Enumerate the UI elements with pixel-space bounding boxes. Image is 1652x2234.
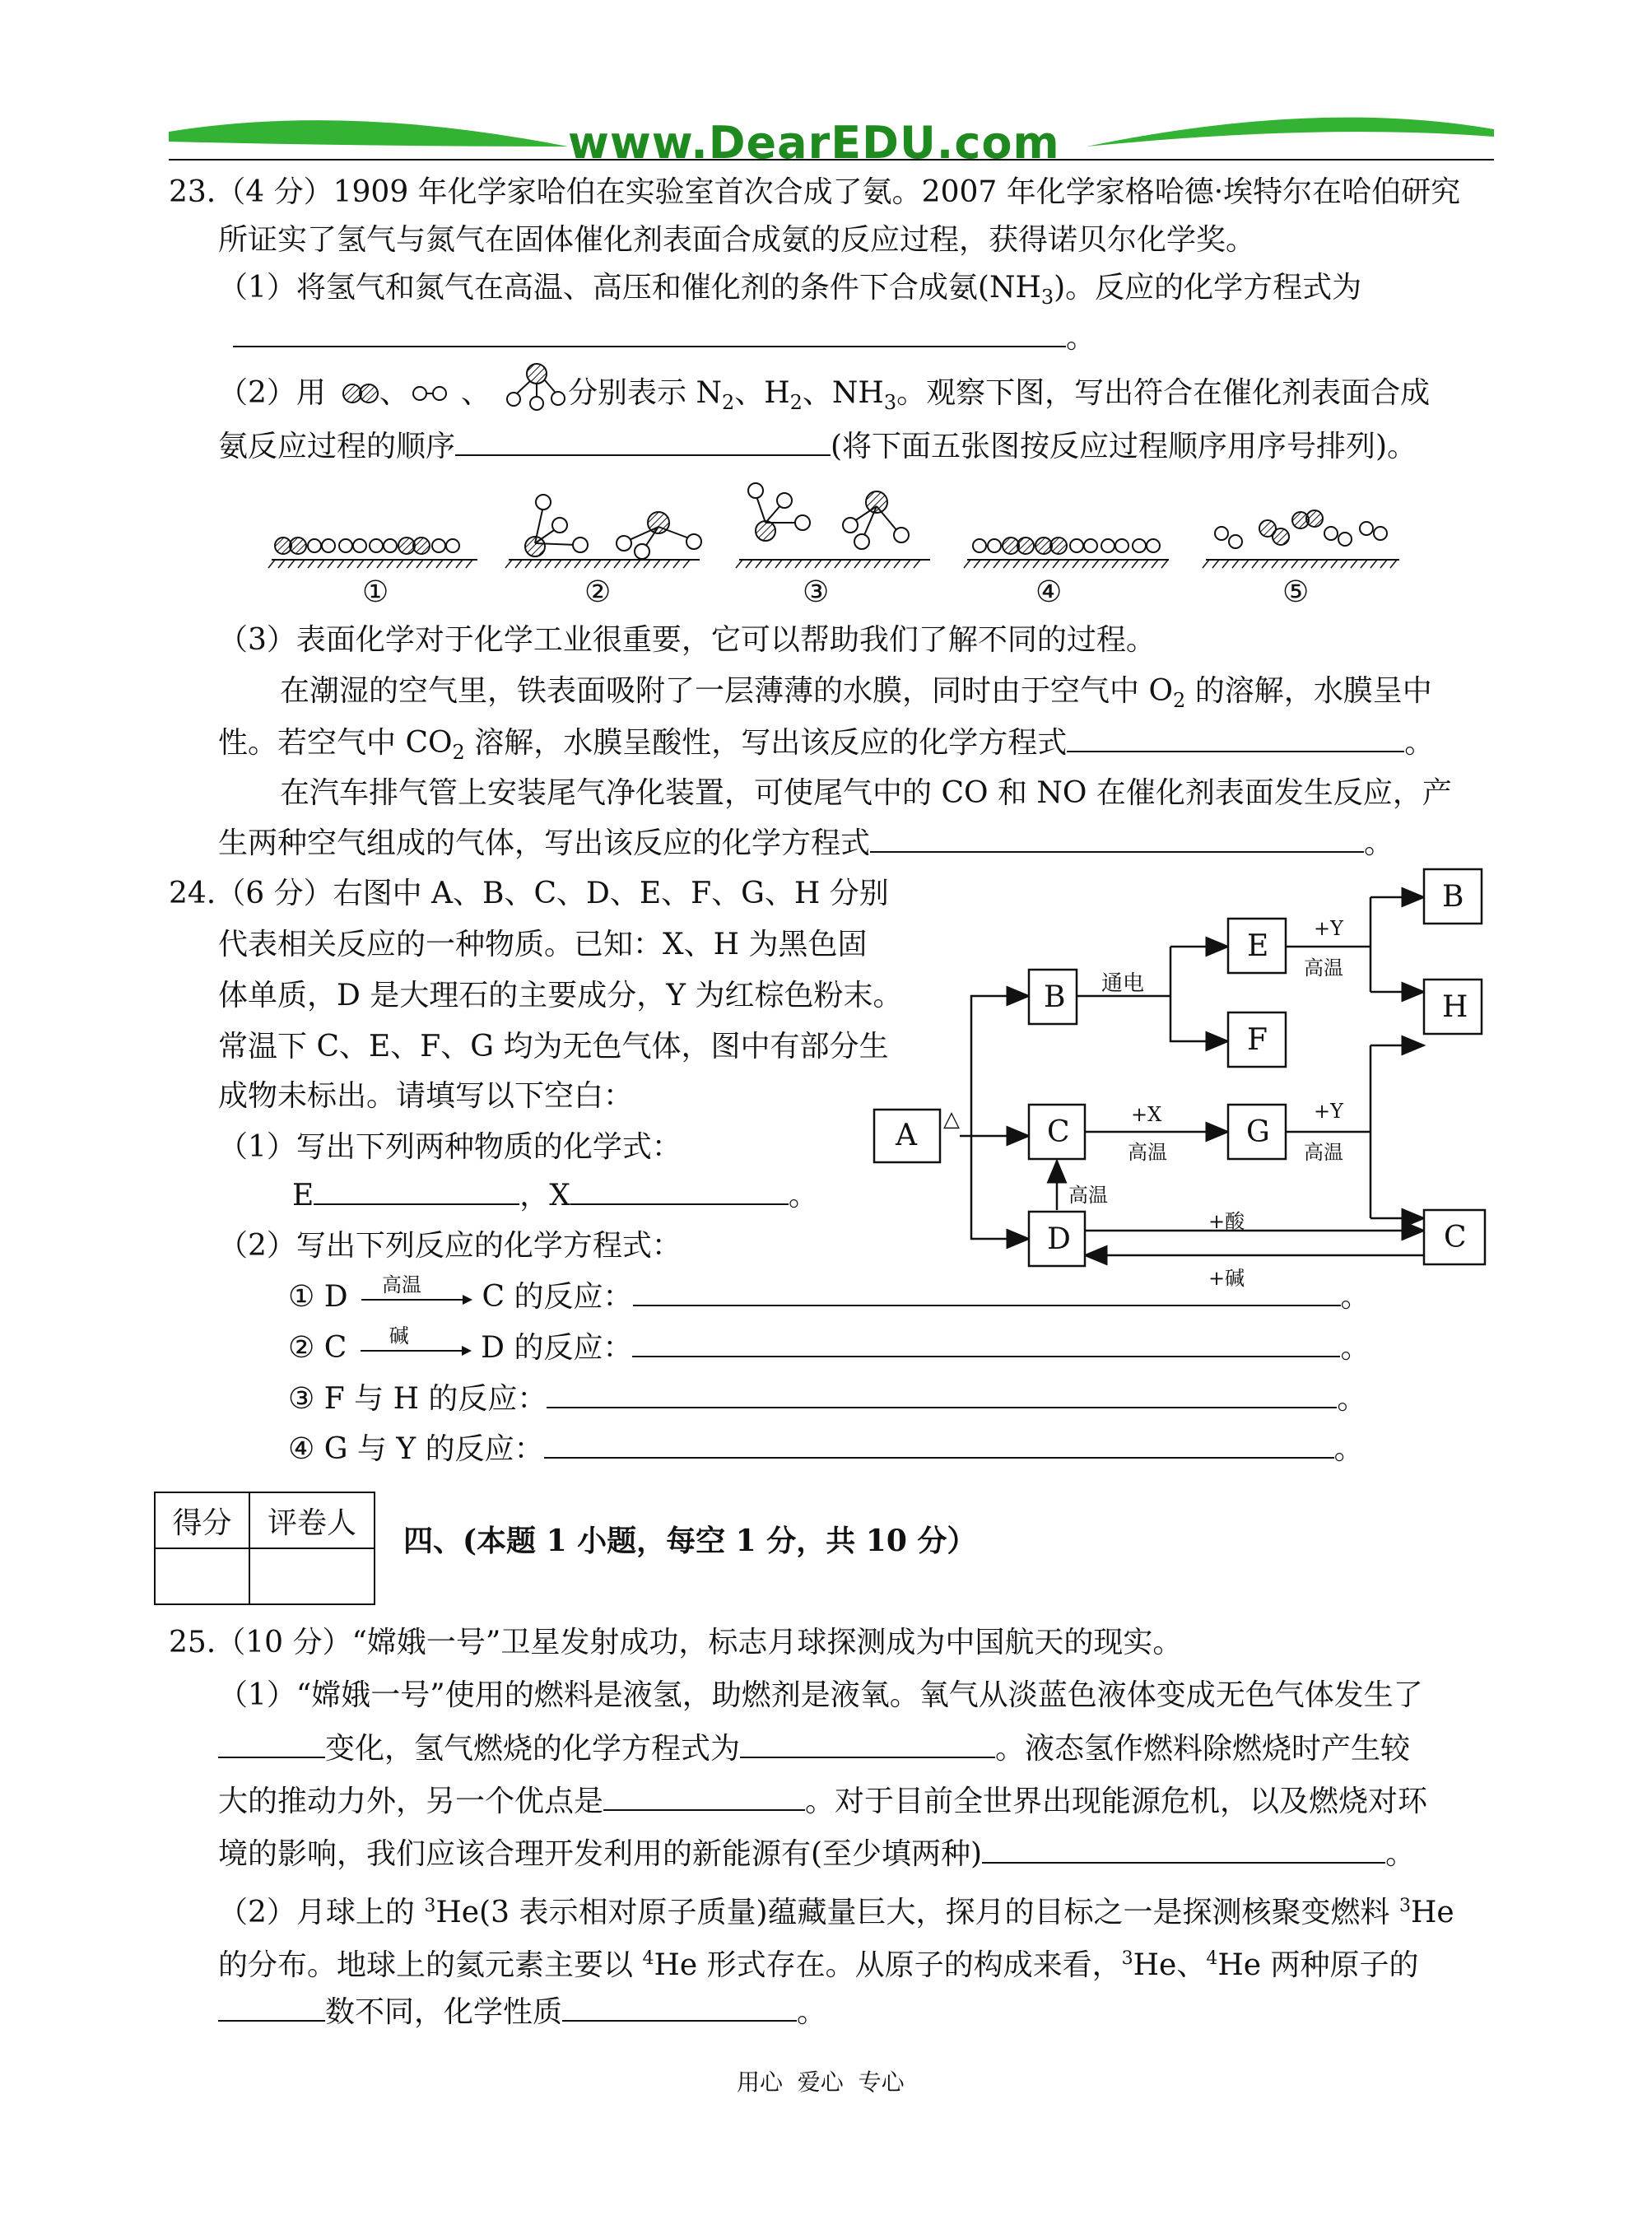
period: 。	[797, 1995, 827, 2029]
q23-part2-sep1: 、	[379, 376, 410, 410]
q23-part3-line3-b: 溶解，水膜呈酸性，写出该反应的化学方程式	[464, 726, 1068, 760]
q25-line7	[218, 1943, 1418, 1982]
q24-x-label: ，X	[519, 1179, 570, 1212]
figure-label-5: ⑤	[1282, 575, 1310, 609]
q23-part1-end: )。反应的化学方程式为	[1054, 271, 1362, 305]
label-gaowen-cg: 高温	[1128, 1141, 1167, 1164]
q24-line5: 成物未标出。请填写以下空白：	[218, 1079, 634, 1113]
reaction-2-start: ② C	[288, 1331, 347, 1365]
period: 。	[1340, 1280, 1370, 1314]
answer-blank[interactable]	[982, 1837, 1385, 1864]
figure-label-4: ④	[1035, 575, 1063, 609]
page-footer: 用心 爱心 专心	[737, 2069, 905, 2096]
reaction-1-start: ① D	[288, 1280, 348, 1314]
q24-sub1: （1）写出下列两种物质的化学式：	[218, 1130, 682, 1164]
q25-line7-c: He、	[1133, 1948, 1207, 1982]
node-c-label: C	[1047, 1115, 1070, 1149]
q23-part1-text: （1）将氢气和氮气在高温、高压和催化剂的条件下合成氨(NH	[218, 271, 1041, 305]
q25-line5	[218, 1837, 1415, 1871]
label-plus-x: +X	[1131, 1103, 1162, 1126]
period: 。	[788, 1179, 818, 1212]
q25-line7-b: He 形式存在。从原子的构成来看，	[654, 1948, 1122, 1982]
period: 。	[1385, 1837, 1416, 1871]
sup: 3	[424, 1896, 436, 1916]
q23-part2-prefix: （2）用	[218, 376, 326, 410]
node-b-label: B	[1044, 980, 1066, 1014]
reaction-2-end: D 的反应：	[481, 1331, 633, 1365]
q23-line2: 所证实了氢气与氮气在固体催化剂表面合成氨的反应过程，获得诺贝尔化学奖。	[218, 223, 1256, 257]
q25-line8	[218, 1995, 826, 2029]
q23-part3-line2-a: 在潮湿的空气里，铁表面吸附了一层薄薄的水膜，同时由于空气中 O	[280, 674, 1173, 708]
q23-part2-text-c: 、NH	[802, 376, 884, 410]
answer-blank[interactable]	[603, 1785, 805, 1811]
q25-line4	[218, 1785, 1427, 1818]
period: 。	[1066, 321, 1096, 355]
node-e-label: E	[1247, 929, 1269, 963]
q23-part2-text-d: 。观察下图，写出符合在催化剂表面合成	[896, 376, 1431, 410]
q25-line3-a: 变化，氢气燃烧的化学方程式为	[325, 1732, 741, 1766]
q25-line6	[218, 1890, 1454, 1929]
node-h-label: H	[1442, 990, 1468, 1024]
q23-part1-sub: 3	[1040, 286, 1054, 310]
q23-line1: 23.（4 分）1909 年化学家哈伯在实验室首次合成了氨。2007 年化学家格哈德·埃特尔在哈伯研究	[169, 175, 1461, 209]
q24-sub2: （2）写出下列反应的化学方程式：	[218, 1229, 682, 1263]
q24-e-label: E	[292, 1179, 314, 1212]
figure-label-1: ①	[362, 575, 389, 609]
q25-line6-a: （2）月球上的	[218, 1896, 425, 1929]
sub: 2	[452, 741, 465, 765]
answer-blank[interactable]	[218, 1995, 325, 2022]
delta-symbol: △	[943, 1107, 960, 1132]
node-d-label: D	[1047, 1222, 1071, 1256]
sup: 3	[1398, 1896, 1411, 1916]
q23-part3-line3-a: 性。若空气中 CO	[218, 726, 453, 760]
diagram-connectors	[960, 897, 1424, 1255]
label-gaowen-dc: 高温	[1068, 1184, 1108, 1207]
q25-line7-a: 的分布。地球上的氦元素主要以	[218, 1948, 643, 1982]
sup: 4	[642, 1948, 654, 1969]
label-tongdian: 通电	[1101, 971, 1145, 996]
label-plus-y-top: +Y	[1314, 917, 1343, 940]
answer-blank[interactable]	[740, 1732, 995, 1758]
period: 。	[1364, 826, 1394, 860]
score-cell[interactable]	[155, 1548, 249, 1604]
q25-line7-d: He 两种原子的	[1217, 1948, 1419, 1982]
q23-part3: （3）表面化学对于化学工业很重要，它可以帮助我们了解不同的过程。	[218, 623, 1156, 657]
q24-line2: 代表相关反应的一种物质。已知：X、H 为黑色固	[218, 928, 868, 961]
section-4-title: 四、(本题 1 小题，每空 1 分，共 10 分）	[403, 1524, 977, 1558]
label-gaowen-top: 高温	[1304, 956, 1343, 980]
score-header: 得分	[155, 1492, 249, 1548]
grader-header: 评卷人	[249, 1492, 375, 1548]
q25-line2: （1）“嫦娥一号”使用的燃料是液氢，助燃剂是液氧。氧气从淡蓝色液体变成无色气体发生了	[218, 1678, 1423, 1712]
sub: 2	[721, 391, 735, 415]
site-logo: www.DearEDU.com	[568, 117, 1060, 169]
q25-line1: 25.（10 分）“嫦娥一号”卫星发射成功，标志月球探测成为中国航天的现实。	[169, 1626, 1183, 1659]
label-acid: +酸	[1208, 1210, 1245, 1233]
q24-line4: 常温下 C、E、F、G 均为无色气体，图中有部分生	[218, 1030, 889, 1063]
q25-line3-b: 。液态氢作燃料除燃烧时产生较	[995, 1732, 1411, 1766]
q23-part3-line5-text: 生两种空气组成的气体，写出该反应的化学方程式	[218, 826, 871, 860]
q23-part3-line4: 在汽车排气管上安装尾气净化装置，可使尾气中的 CO 和 NO 在催化剂表面发生反应，产	[280, 776, 1452, 810]
q25-line6-b: He(3 表示相对原子质量)蕴藏量巨大，探月的目标之一是探测核聚变燃料	[435, 1896, 1399, 1929]
period: 。	[1404, 726, 1435, 760]
node-g-label: G	[1246, 1115, 1270, 1149]
reaction-4-label: ④ G 与 Y 的反应：	[288, 1432, 544, 1466]
answer-blank[interactable]	[562, 1995, 797, 2022]
sup: 3	[1121, 1948, 1133, 1969]
figure-label-3: ③	[803, 575, 830, 609]
sub: 3	[883, 391, 897, 415]
label-base: +碱	[1208, 1267, 1245, 1290]
period: 。	[1337, 1382, 1367, 1416]
q25-line4-a: 大的推动力外，另一个优点是	[218, 1785, 604, 1818]
q23-part2-text-a: 分别表示 N	[568, 376, 722, 410]
grader-cell[interactable]	[249, 1548, 375, 1604]
q25-line3	[218, 1732, 1410, 1766]
node-c-right-label: C	[1444, 1221, 1467, 1254]
q23-part2-line2-a: 氨反应过程的顺序	[218, 430, 456, 463]
q24-line1: 24.（6 分）右图中 A、B、C、D、E、F、G、H 分别	[169, 877, 889, 910]
q25-line4-b: 。对于目前全世界出现能源危机，以及燃烧对环	[805, 1785, 1428, 1818]
score-table	[154, 1492, 375, 1605]
q23-part3-line2-b: 的溶解，水膜呈中	[1185, 674, 1432, 708]
sub: 2	[789, 391, 803, 415]
q23-part2-line2-b: (将下面五张图按反应过程顺序用序号排列)。	[831, 430, 1417, 463]
answer-blank[interactable]	[218, 1732, 325, 1758]
arrow-condition: 碱	[389, 1324, 409, 1347]
q23-part2-sep2: 、	[461, 376, 491, 410]
period: 。	[1340, 1331, 1370, 1365]
label-gaowen-mid: 高温	[1304, 1141, 1343, 1164]
q23-part2-text-b: 、H	[734, 376, 790, 410]
q25-line8-a: 数不同，化学性质	[325, 1995, 563, 2029]
node-b-right-label: B	[1442, 880, 1464, 914]
q24-line3: 体单质，D 是大理石的主要成分，Y 为红棕色粉末。	[218, 979, 903, 1012]
reaction-3-label: ③ F 与 H 的反应：	[288, 1382, 547, 1416]
sub: 2	[1172, 689, 1186, 713]
node-f-label: F	[1247, 1023, 1268, 1057]
reaction-1-end: C 的反应：	[482, 1280, 633, 1314]
period: 。	[1333, 1432, 1364, 1466]
arrow-condition: 高温	[382, 1273, 422, 1296]
figure-label-2: ②	[584, 575, 612, 609]
q25-line6-c: He	[1410, 1896, 1454, 1929]
node-a-label: A	[896, 1119, 917, 1152]
label-plus-y-mid: +Y	[1314, 1100, 1343, 1123]
sup: 4	[1206, 1948, 1218, 1969]
q25-line5-text: 境的影响，我们应该合理开发利用的新能源有(至少填两种)	[218, 1837, 983, 1871]
